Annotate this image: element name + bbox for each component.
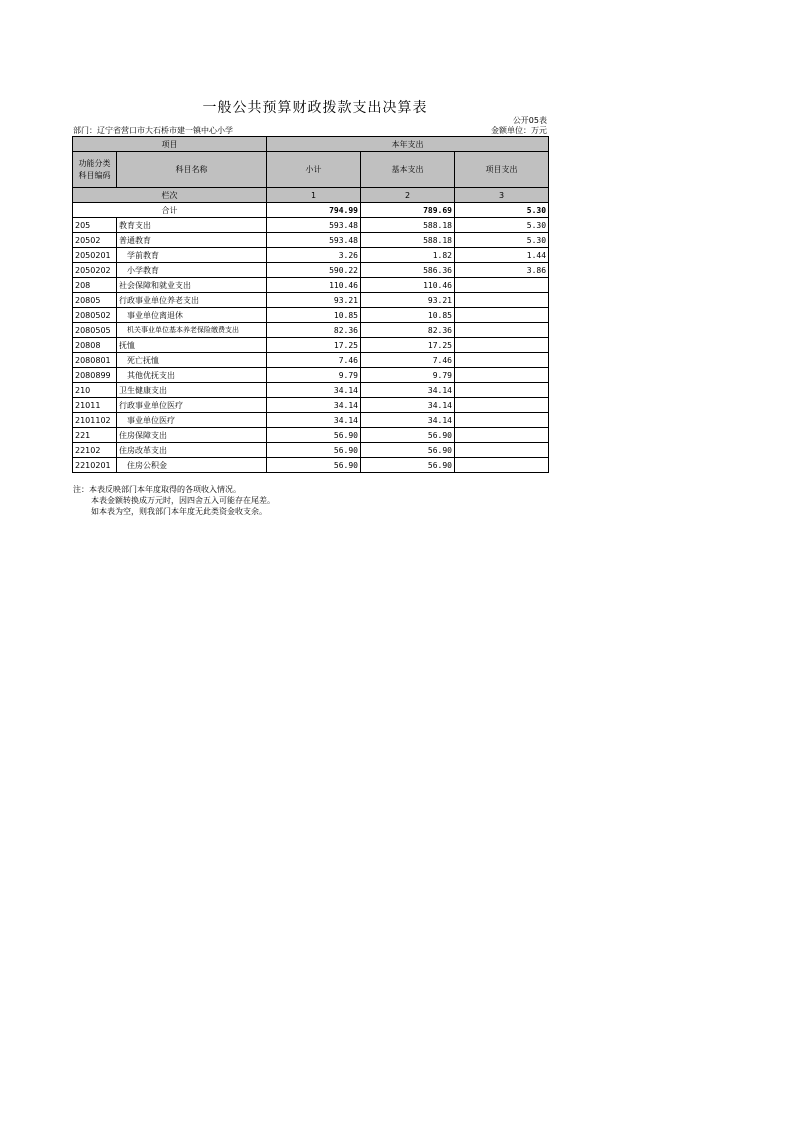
row-basic: 93.21: [361, 293, 455, 308]
table-row: [73, 338, 549, 353]
row-subtotal: 82.36: [267, 323, 361, 338]
table-row: [73, 413, 549, 428]
row-code: 2050201: [73, 248, 117, 263]
header-subtotal: 小计: [267, 152, 361, 188]
row-name: 教育支出: [117, 218, 267, 233]
row-subtotal: 3.26: [267, 248, 361, 263]
row-name: 行政事业单位医疗: [117, 398, 267, 413]
row-basic: 34.14: [361, 398, 455, 413]
row-basic: 56.90: [361, 458, 455, 473]
row-code: 20808: [73, 338, 117, 353]
row-project: [455, 413, 549, 428]
row-project: [455, 428, 549, 443]
table-row: [73, 353, 549, 368]
row-subtotal: 593.48: [267, 218, 361, 233]
row-project: [455, 398, 549, 413]
row-name: 卫生健康支出: [117, 383, 267, 398]
row-project: [455, 323, 549, 338]
row-basic: 586.36: [361, 263, 455, 278]
row-code: 2050202: [73, 263, 117, 278]
table-row: [73, 293, 549, 308]
total-row: [73, 203, 549, 218]
table-row: [73, 278, 549, 293]
row-subtotal: 7.46: [267, 353, 361, 368]
row-basic: 34.14: [361, 383, 455, 398]
total-label: 合计: [73, 203, 267, 218]
row-name: 社会保障和就业支出: [117, 278, 267, 293]
table-row: [73, 323, 549, 338]
row-name: 住房公积金: [117, 458, 267, 473]
row-project: 1.44: [455, 248, 549, 263]
row-basic: 588.18: [361, 233, 455, 248]
header-code: 功能分类科目编码: [73, 152, 117, 188]
table-row: [73, 428, 549, 443]
row-subtotal: 110.46: [267, 278, 361, 293]
row-basic: 588.18: [361, 218, 455, 233]
row-code: 2080899: [73, 368, 117, 383]
amount-unit: 金额单位：万元: [491, 126, 547, 135]
row-subtotal: 593.48: [267, 233, 361, 248]
row-subtotal: 93.21: [267, 293, 361, 308]
row-subtotal: 9.79: [267, 368, 361, 383]
row-code: 2080502: [73, 308, 117, 323]
row-subtotal: 56.90: [267, 458, 361, 473]
row-code: 20805: [73, 293, 117, 308]
row-subtotal: 10.85: [267, 308, 361, 323]
note-line: 注：本表反映部门本年度取得的各项收入情况。: [73, 485, 241, 494]
header-row-3: [73, 188, 549, 203]
row-name: 小学教育: [117, 263, 267, 278]
header-project-expenditure: 项目支出: [455, 152, 549, 188]
row-project: 3.86: [455, 263, 549, 278]
table-row: [73, 308, 549, 323]
row-name: 死亡抚恤: [117, 353, 267, 368]
row-subtotal: 34.14: [267, 413, 361, 428]
row-name: 住房改革支出: [117, 443, 267, 458]
row-basic: 9.79: [361, 368, 455, 383]
total-subtotal: 794.99: [267, 203, 361, 218]
total-project: 5.30: [455, 203, 549, 218]
row-code: 20502: [73, 233, 117, 248]
header-col-1: 1: [267, 188, 361, 203]
row-basic: 7.46: [361, 353, 455, 368]
table-row: [73, 398, 549, 413]
total-basic: 789.69: [361, 203, 455, 218]
row-project: [455, 293, 549, 308]
row-project: [455, 353, 549, 368]
row-basic: 56.90: [361, 443, 455, 458]
header-basic: 基本支出: [361, 152, 455, 188]
table-row: [73, 263, 549, 278]
row-subtotal: 56.90: [267, 428, 361, 443]
table-row: [73, 218, 549, 233]
row-basic: 1.82: [361, 248, 455, 263]
row-subtotal: 590.22: [267, 263, 361, 278]
row-name: 普通教育: [117, 233, 267, 248]
row-code: 22102: [73, 443, 117, 458]
row-project: [455, 338, 549, 353]
row-code: 208: [73, 278, 117, 293]
row-code: 2080801: [73, 353, 117, 368]
header-row-number: 栏次: [73, 188, 267, 203]
row-name: 行政事业单位养老支出: [117, 293, 267, 308]
row-basic: 56.90: [361, 428, 455, 443]
row-code: 205: [73, 218, 117, 233]
row-code: 21011: [73, 398, 117, 413]
table-row: [73, 443, 549, 458]
table-row: [73, 248, 549, 263]
row-basic: 10.85: [361, 308, 455, 323]
row-basic: 17.25: [361, 338, 455, 353]
row-name: 抚恤: [117, 338, 267, 353]
row-project: 5.30: [455, 218, 549, 233]
header-name: 科目名称: [117, 152, 267, 188]
row-project: [455, 368, 549, 383]
row-code: 2210201: [73, 458, 117, 473]
row-project: [455, 443, 549, 458]
row-name: 学前教育: [117, 248, 267, 263]
form-number: 公开05表: [512, 116, 547, 125]
row-project: [455, 308, 549, 323]
header-col-2: 2: [361, 188, 455, 203]
department-label: 部门：辽宁省营口市大石桥市建一镇中心小学: [73, 126, 233, 135]
row-name: 其他优抚支出: [117, 368, 267, 383]
header-current-year: 本年支出: [267, 137, 549, 152]
notes: [73, 484, 275, 517]
row-project: 5.30: [455, 233, 549, 248]
row-basic: 110.46: [361, 278, 455, 293]
note-line: 本表金额转换成万元时，因四舍五入可能存在尾差。: [91, 496, 275, 505]
header-project: 项目: [73, 137, 267, 152]
expenditure-table: [72, 136, 549, 473]
table-body: [73, 218, 549, 473]
table-row: [73, 383, 549, 398]
row-basic: 34.14: [361, 413, 455, 428]
page-title: 一般公共预算财政拨款支出决算表: [202, 100, 428, 116]
row-subtotal: 17.25: [267, 338, 361, 353]
row-project: [455, 458, 549, 473]
row-code: 221: [73, 428, 117, 443]
row-subtotal: 34.14: [267, 398, 361, 413]
row-subtotal: 34.14: [267, 383, 361, 398]
header-col-3: 3: [455, 188, 549, 203]
header-row-1: [73, 137, 549, 152]
row-basic: 82.36: [361, 323, 455, 338]
row-name: 住房保障支出: [117, 428, 267, 443]
table-row: [73, 368, 549, 383]
row-name: 事业单位离退休: [117, 308, 267, 323]
row-code: 2080505: [73, 323, 117, 338]
row-subtotal: 56.90: [267, 443, 361, 458]
note-line: 如本表为空，则我部门本年度无此类资金收支余。: [91, 507, 267, 516]
header-row-2: [73, 152, 549, 188]
row-project: [455, 383, 549, 398]
row-name: 机关事业单位基本养老保险缴费支出: [117, 323, 267, 338]
row-name: 事业单位医疗: [117, 413, 267, 428]
row-code: 2101102: [73, 413, 117, 428]
row-code: 210: [73, 383, 117, 398]
row-project: [455, 278, 549, 293]
table-row: [73, 458, 549, 473]
table-row: [73, 233, 549, 248]
